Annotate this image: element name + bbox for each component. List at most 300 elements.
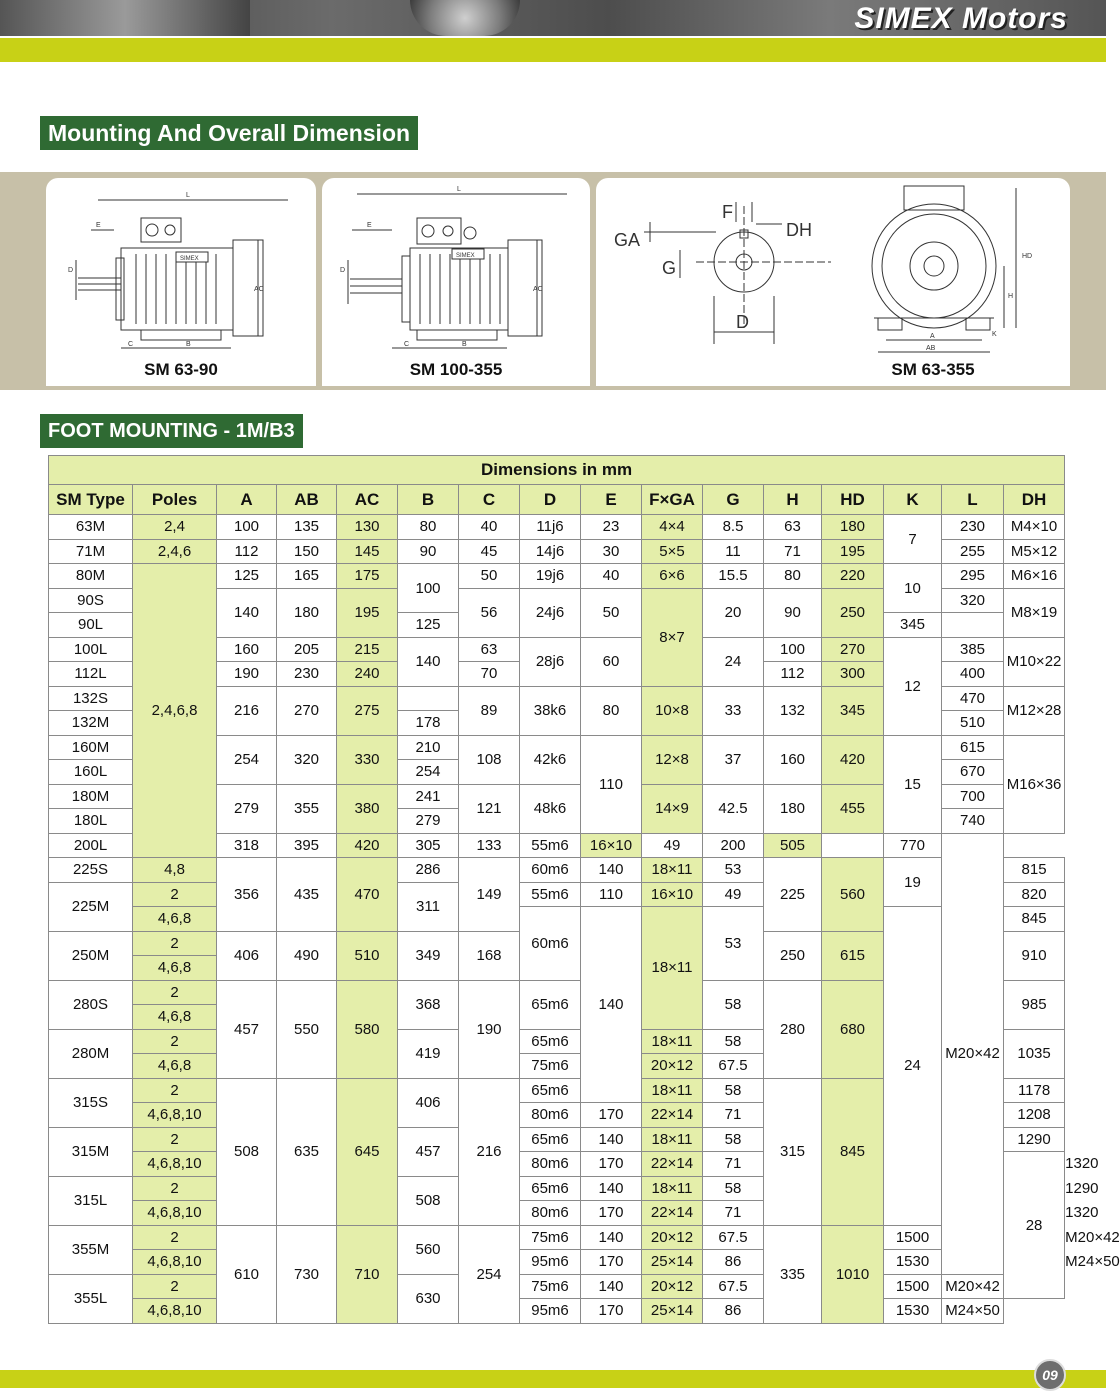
motor-side-view [46, 178, 316, 386]
cell: M12×28 [1004, 686, 1065, 735]
cell: 770 [884, 833, 942, 858]
dimension-table [48, 455, 1120, 1324]
cell: 40 [459, 515, 520, 540]
dim-k: K [992, 331, 997, 338]
cell: 1290 [1004, 1127, 1065, 1152]
cell: 132S [49, 686, 133, 711]
cell: 2,4,6,8 [133, 564, 217, 858]
cell: 250 [822, 588, 884, 637]
cell: 100 [217, 515, 277, 540]
cell: 275 [337, 686, 398, 735]
cell: 740 [942, 809, 1004, 834]
cell: 71 [764, 539, 822, 564]
footer-accent-bar [0, 1370, 1106, 1388]
cell: 24j6 [520, 588, 581, 637]
header-photo [0, 0, 250, 36]
cell: 65m6 [520, 1078, 581, 1103]
col-header: A [217, 485, 277, 515]
cell: 815 [1004, 858, 1065, 883]
cell: 4,6,8 [133, 1054, 217, 1079]
col-header: D [520, 485, 581, 515]
cell: 195 [337, 588, 398, 637]
cell: 140 [581, 1225, 642, 1250]
dim-dh: DH [786, 220, 812, 240]
cell: 4,6,8 [133, 956, 217, 981]
cell: M6×16 [1004, 564, 1065, 589]
cell: 230 [277, 662, 337, 687]
cell: 200 [703, 833, 764, 858]
cell: 149 [459, 858, 520, 932]
cell: 67.5 [703, 1274, 764, 1299]
cell: 14j6 [520, 539, 581, 564]
cell: 165 [277, 564, 337, 589]
cell: 55m6 [520, 882, 581, 907]
cell: 1178 [1004, 1078, 1065, 1103]
cell: 510 [337, 931, 398, 980]
drawing-label: SM 63-355 [891, 360, 975, 379]
cell: 160 [764, 735, 822, 784]
table-row: 4,6,8,10 80m6 170 22×14 71 28 1320 [49, 1152, 1065, 1177]
cell: 230 [942, 515, 1004, 540]
table-header-row [49, 485, 1065, 515]
cell: 420 [822, 735, 884, 784]
cell: 160 [217, 637, 277, 662]
cell: 250 [764, 931, 822, 980]
cell: 112L [49, 662, 133, 687]
cell: 90L [49, 613, 133, 638]
cell: 635 [277, 1078, 337, 1225]
cell: 170 [581, 1152, 642, 1177]
cell: 615 [822, 931, 884, 980]
cell: 505 [764, 833, 822, 858]
cell: 90 [764, 588, 822, 637]
cell: 80 [764, 564, 822, 589]
table-row [49, 1274, 1065, 1299]
cell: 170 [581, 1103, 642, 1128]
cell: 135 [277, 515, 337, 540]
cell: 280M [49, 1029, 133, 1078]
cell: 8×7 [642, 588, 703, 686]
cell: 190 [459, 980, 520, 1078]
cell: 4×4 [642, 515, 703, 540]
dim-b: B [462, 341, 467, 348]
cell: 670 [942, 760, 1004, 785]
cell: 178 [398, 711, 459, 736]
cell: 470 [337, 858, 398, 932]
cell: 58 [703, 980, 764, 1029]
cell: 140 [581, 1127, 642, 1152]
cell: 2,4,6 [133, 539, 217, 564]
cell: 100 [398, 564, 459, 613]
cell: 1500 [884, 1225, 942, 1250]
cell: 65m6 [520, 1127, 581, 1152]
cell: 75m6 [520, 1225, 581, 1250]
cell: 65m6 [520, 1029, 581, 1054]
cell: 20×12 [642, 1274, 703, 1299]
cell: 145 [337, 539, 398, 564]
cell: 50 [581, 588, 642, 637]
cell: 18×11 [642, 907, 703, 1030]
dim-ga: GA [614, 230, 641, 250]
cell: 355L [49, 1274, 133, 1323]
cell: 133 [459, 833, 520, 858]
cell: 356 [217, 858, 277, 932]
cell: 65m6 [520, 980, 581, 1029]
cell: M4×10 [1004, 515, 1065, 540]
cell: 1208 [1004, 1103, 1065, 1128]
cell: 406 [217, 931, 277, 980]
cell: 24 [703, 637, 764, 686]
cell: 28 [1004, 1152, 1065, 1299]
cell: 12×8 [642, 735, 703, 784]
col-header: H [764, 485, 822, 515]
brand-logo: SIMEX Motors [854, 2, 1068, 35]
cell: 53 [703, 907, 764, 981]
cell: 4,6,8,10 [133, 1299, 217, 1324]
cell: 241 [398, 784, 459, 809]
cell: M20×42 [942, 833, 1004, 1274]
cell: 10 [884, 564, 942, 613]
cell: 71M [49, 539, 133, 564]
cell: 250M [49, 931, 133, 980]
table-caption: Dimensions in mm [49, 456, 1065, 485]
cell: 80M [49, 564, 133, 589]
cell: 132M [49, 711, 133, 736]
cell: 14×9 [642, 784, 703, 833]
table-row [49, 564, 1065, 589]
cell: 180 [277, 588, 337, 637]
cell: 22×14 [642, 1152, 703, 1177]
cell: 630 [398, 1274, 459, 1323]
dim-d: D [68, 267, 74, 274]
cell: 240 [337, 662, 398, 687]
cell: 49 [642, 833, 703, 858]
col-header: HD [822, 485, 884, 515]
cell: 80 [581, 686, 642, 735]
cell: 7 [884, 515, 942, 564]
cell: 1530 [884, 1250, 942, 1275]
cell: 130 [337, 515, 398, 540]
cell: 20×12 [642, 1225, 703, 1250]
cell: 110 [581, 735, 642, 833]
cell: 15.5 [703, 564, 764, 589]
cell: 75m6 [520, 1054, 581, 1079]
cell: 345 [822, 686, 884, 735]
cell: 100 [764, 637, 822, 662]
dim-c: C [128, 341, 134, 348]
cell: 220 [822, 564, 884, 589]
cell: 2 [133, 1225, 217, 1250]
page-number: 09 [1034, 1359, 1066, 1391]
cell: 395 [277, 833, 337, 858]
cell: M20×42 [942, 1274, 1004, 1299]
cell: 10×8 [642, 686, 703, 735]
dim-b: B [186, 341, 191, 348]
cell [822, 833, 884, 858]
cell: 22×14 [642, 1201, 703, 1226]
cell: 160M [49, 735, 133, 760]
cell: 580 [337, 980, 398, 1078]
cell: 215 [337, 637, 398, 662]
cell: 225M [49, 882, 133, 931]
cell: 30 [581, 539, 642, 564]
cell: 108 [459, 735, 520, 784]
cell: 140 [581, 1274, 642, 1299]
cell: 2 [133, 980, 217, 1005]
dim-ab: AB [926, 345, 936, 352]
cell: 58 [703, 1078, 764, 1103]
cell: 125 [398, 613, 459, 638]
cell: 1530 [884, 1299, 942, 1324]
cell: 508 [398, 1176, 459, 1225]
cell: 63M [49, 515, 133, 540]
cell: 58 [703, 1029, 764, 1054]
cell: 56 [459, 588, 520, 637]
cell: 125 [217, 564, 277, 589]
section-title-mounting: Mounting And Overall Dimension [40, 116, 418, 150]
cell: 2 [133, 882, 217, 907]
cell: 610 [217, 1225, 277, 1323]
col-header: G [703, 485, 764, 515]
cell: 170 [581, 1250, 642, 1275]
cell: 150 [277, 539, 337, 564]
table-row: 4,6,8,10 80m6 170 22×14 71 1320 [49, 1201, 1065, 1226]
cell: 112 [764, 662, 822, 687]
cell: 4,6,8,10 [133, 1152, 217, 1177]
cell: 300 [822, 662, 884, 687]
cell: 86 [703, 1299, 764, 1324]
cell: 19 [884, 858, 942, 907]
cell: 170 [581, 1299, 642, 1324]
cell: 190 [217, 662, 277, 687]
col-header: C [459, 485, 520, 515]
cell: 2 [133, 1127, 217, 1152]
cell: 65m6 [520, 1176, 581, 1201]
cell: 406 [398, 1078, 459, 1127]
cell: 4,6,8 [133, 907, 217, 932]
cell: 550 [277, 980, 337, 1078]
dim-h: H [1008, 293, 1014, 300]
cell: 615 [942, 735, 1004, 760]
cell: 23 [581, 515, 642, 540]
cell: 820 [1004, 882, 1065, 907]
cell: M24×50 [942, 1299, 1004, 1324]
cell: 60m6 [520, 858, 581, 883]
cell: 255 [942, 539, 1004, 564]
cell: 18×11 [642, 1029, 703, 1054]
cell: 985 [1004, 980, 1065, 1029]
cell: 4,8 [133, 858, 217, 883]
cell: 355M [49, 1225, 133, 1274]
dim-d: D [736, 312, 749, 332]
dim-l: L [186, 192, 190, 199]
cell: 180 [764, 784, 822, 833]
cell: 100L [49, 637, 133, 662]
cell: 24 [884, 907, 942, 1226]
cell: 12 [884, 637, 942, 735]
nameplate: SIMEX [180, 256, 199, 262]
cell: 730 [277, 1225, 337, 1323]
cell: 42.5 [703, 784, 764, 833]
cell: 49 [703, 882, 764, 907]
cell: 38k6 [520, 686, 581, 735]
cell: 140 [398, 637, 459, 686]
cell: 80m6 [520, 1152, 581, 1177]
cell: 1010 [822, 1225, 884, 1323]
cell: 305 [398, 833, 459, 858]
cell: 18×11 [642, 1078, 703, 1103]
cell: M10×22 [1004, 637, 1065, 686]
cell: M8×19 [1004, 588, 1065, 637]
cell [398, 686, 459, 711]
cell: 508 [217, 1078, 277, 1225]
cell: 63 [459, 637, 520, 662]
cell: 345 [884, 613, 942, 638]
cell: 400 [942, 662, 1004, 687]
cell: 420 [337, 833, 398, 858]
cell: 112 [217, 539, 277, 564]
shaft-and-frame-view [596, 178, 1070, 386]
cell: 60m6 [520, 907, 581, 981]
nameplate: SIMEX [456, 253, 475, 259]
cell: 4,6,8,10 [133, 1103, 217, 1128]
cell: 2 [133, 1029, 217, 1054]
cell: 270 [277, 686, 337, 735]
cell: 53 [703, 858, 764, 883]
cell: 18×11 [642, 1176, 703, 1201]
cell: 95m6 [520, 1250, 581, 1275]
table-row [49, 858, 1065, 883]
table-row [49, 907, 1065, 932]
cell: 11 [703, 539, 764, 564]
col-header: Poles [133, 485, 217, 515]
cell: 132 [764, 686, 822, 735]
table-row: 4,6,8,10 95m6 170 25×14 86 1530 M24×50 [49, 1250, 1065, 1275]
cell: 71 [703, 1152, 764, 1177]
dim-f: F [722, 202, 733, 222]
cell: 2 [133, 1274, 217, 1299]
cell: 180 [822, 515, 884, 540]
cell: 2,4 [133, 515, 217, 540]
table-row [49, 1299, 1065, 1324]
cell: 680 [822, 980, 884, 1078]
table-row [49, 515, 1065, 540]
cell: 355 [277, 784, 337, 833]
cell: 295 [942, 564, 1004, 589]
cell: 457 [398, 1127, 459, 1176]
cell: 71 [703, 1201, 764, 1226]
cell: 225 [764, 858, 822, 932]
cell: 33 [703, 686, 764, 735]
cell: 455 [822, 784, 884, 833]
cell: 55m6 [520, 833, 581, 858]
cell: 25×14 [642, 1250, 703, 1275]
cell: 121 [459, 784, 520, 833]
cell: 4,6,8,10 [133, 1250, 217, 1275]
col-header: L [942, 485, 1004, 515]
cell: 40 [581, 564, 642, 589]
cell: 2 [133, 931, 217, 956]
cell: 63 [764, 515, 822, 540]
cell: 380 [337, 784, 398, 833]
cell: 28j6 [520, 637, 581, 686]
cell: 160L [49, 760, 133, 785]
cell: 67.5 [703, 1054, 764, 1079]
cell: 645 [337, 1078, 398, 1225]
cell: 11j6 [520, 515, 581, 540]
cell: 385 [942, 637, 1004, 662]
cell: 180M [49, 784, 133, 809]
cell: 315S [49, 1078, 133, 1127]
cell: 15 [884, 735, 942, 833]
cell: 110 [581, 882, 642, 907]
cell: 286 [398, 858, 459, 883]
cell: 8.5 [703, 515, 764, 540]
dim-g: G [662, 258, 677, 278]
header-accent-bar [0, 38, 1106, 62]
drawing-panel-sm63-90 [46, 178, 316, 386]
dim-a: A [930, 333, 935, 340]
cell: 910 [1004, 931, 1065, 980]
cell: 16×10 [642, 882, 703, 907]
dim-l: L [457, 186, 461, 193]
motor-side-view [322, 178, 590, 386]
cell: 25×14 [642, 1299, 703, 1324]
cell: 315L [49, 1176, 133, 1225]
cell: 510 [942, 711, 1004, 736]
cell: 50 [459, 564, 520, 589]
cell: 845 [1004, 907, 1065, 932]
cell: 700 [942, 784, 1004, 809]
cell: 168 [459, 931, 520, 980]
cell: 37 [703, 735, 764, 784]
dim-ac: AC [254, 286, 264, 293]
cell: 140 [581, 858, 642, 883]
table-row: 315L 2 508 65m6 140 18×11 58 1290 [49, 1176, 1065, 1201]
cell: M16×36 [1004, 735, 1065, 833]
cell: 205 [277, 637, 337, 662]
cell: 490 [277, 931, 337, 980]
cell: 349 [398, 931, 459, 980]
cell: 16×10 [581, 833, 642, 858]
cell: 279 [217, 784, 277, 833]
drawing-panel-sm63-355 [596, 178, 1070, 386]
cell: 67.5 [703, 1225, 764, 1250]
cell: 170 [581, 1201, 642, 1226]
dim-c: C [404, 341, 410, 348]
cell: 254 [459, 1225, 520, 1323]
cell: 22×14 [642, 1103, 703, 1128]
cell: 5×5 [642, 539, 703, 564]
cell: 175 [337, 564, 398, 589]
cell: 280 [764, 980, 822, 1078]
table-row: 355M 2 610 730 710 560 254 75m6 140 20×12 67.5 335 1010 1500 M20×42 [49, 1225, 1065, 1250]
drawing-label: SM 63-90 [144, 360, 218, 379]
cell: 42k6 [520, 735, 581, 784]
cell: 58 [703, 1127, 764, 1152]
cell: 140 [581, 907, 642, 1103]
cell: 89 [459, 686, 520, 735]
col-header: F×GA [642, 485, 703, 515]
cell: 435 [277, 858, 337, 932]
cell: 48k6 [520, 784, 581, 833]
cell: 560 [398, 1225, 459, 1274]
drawing-panel-sm100-355 [322, 178, 590, 386]
cell: 20 [703, 588, 764, 637]
col-header: B [398, 485, 459, 515]
drawing-label: SM 100-355 [409, 360, 503, 379]
cell: 254 [398, 760, 459, 785]
